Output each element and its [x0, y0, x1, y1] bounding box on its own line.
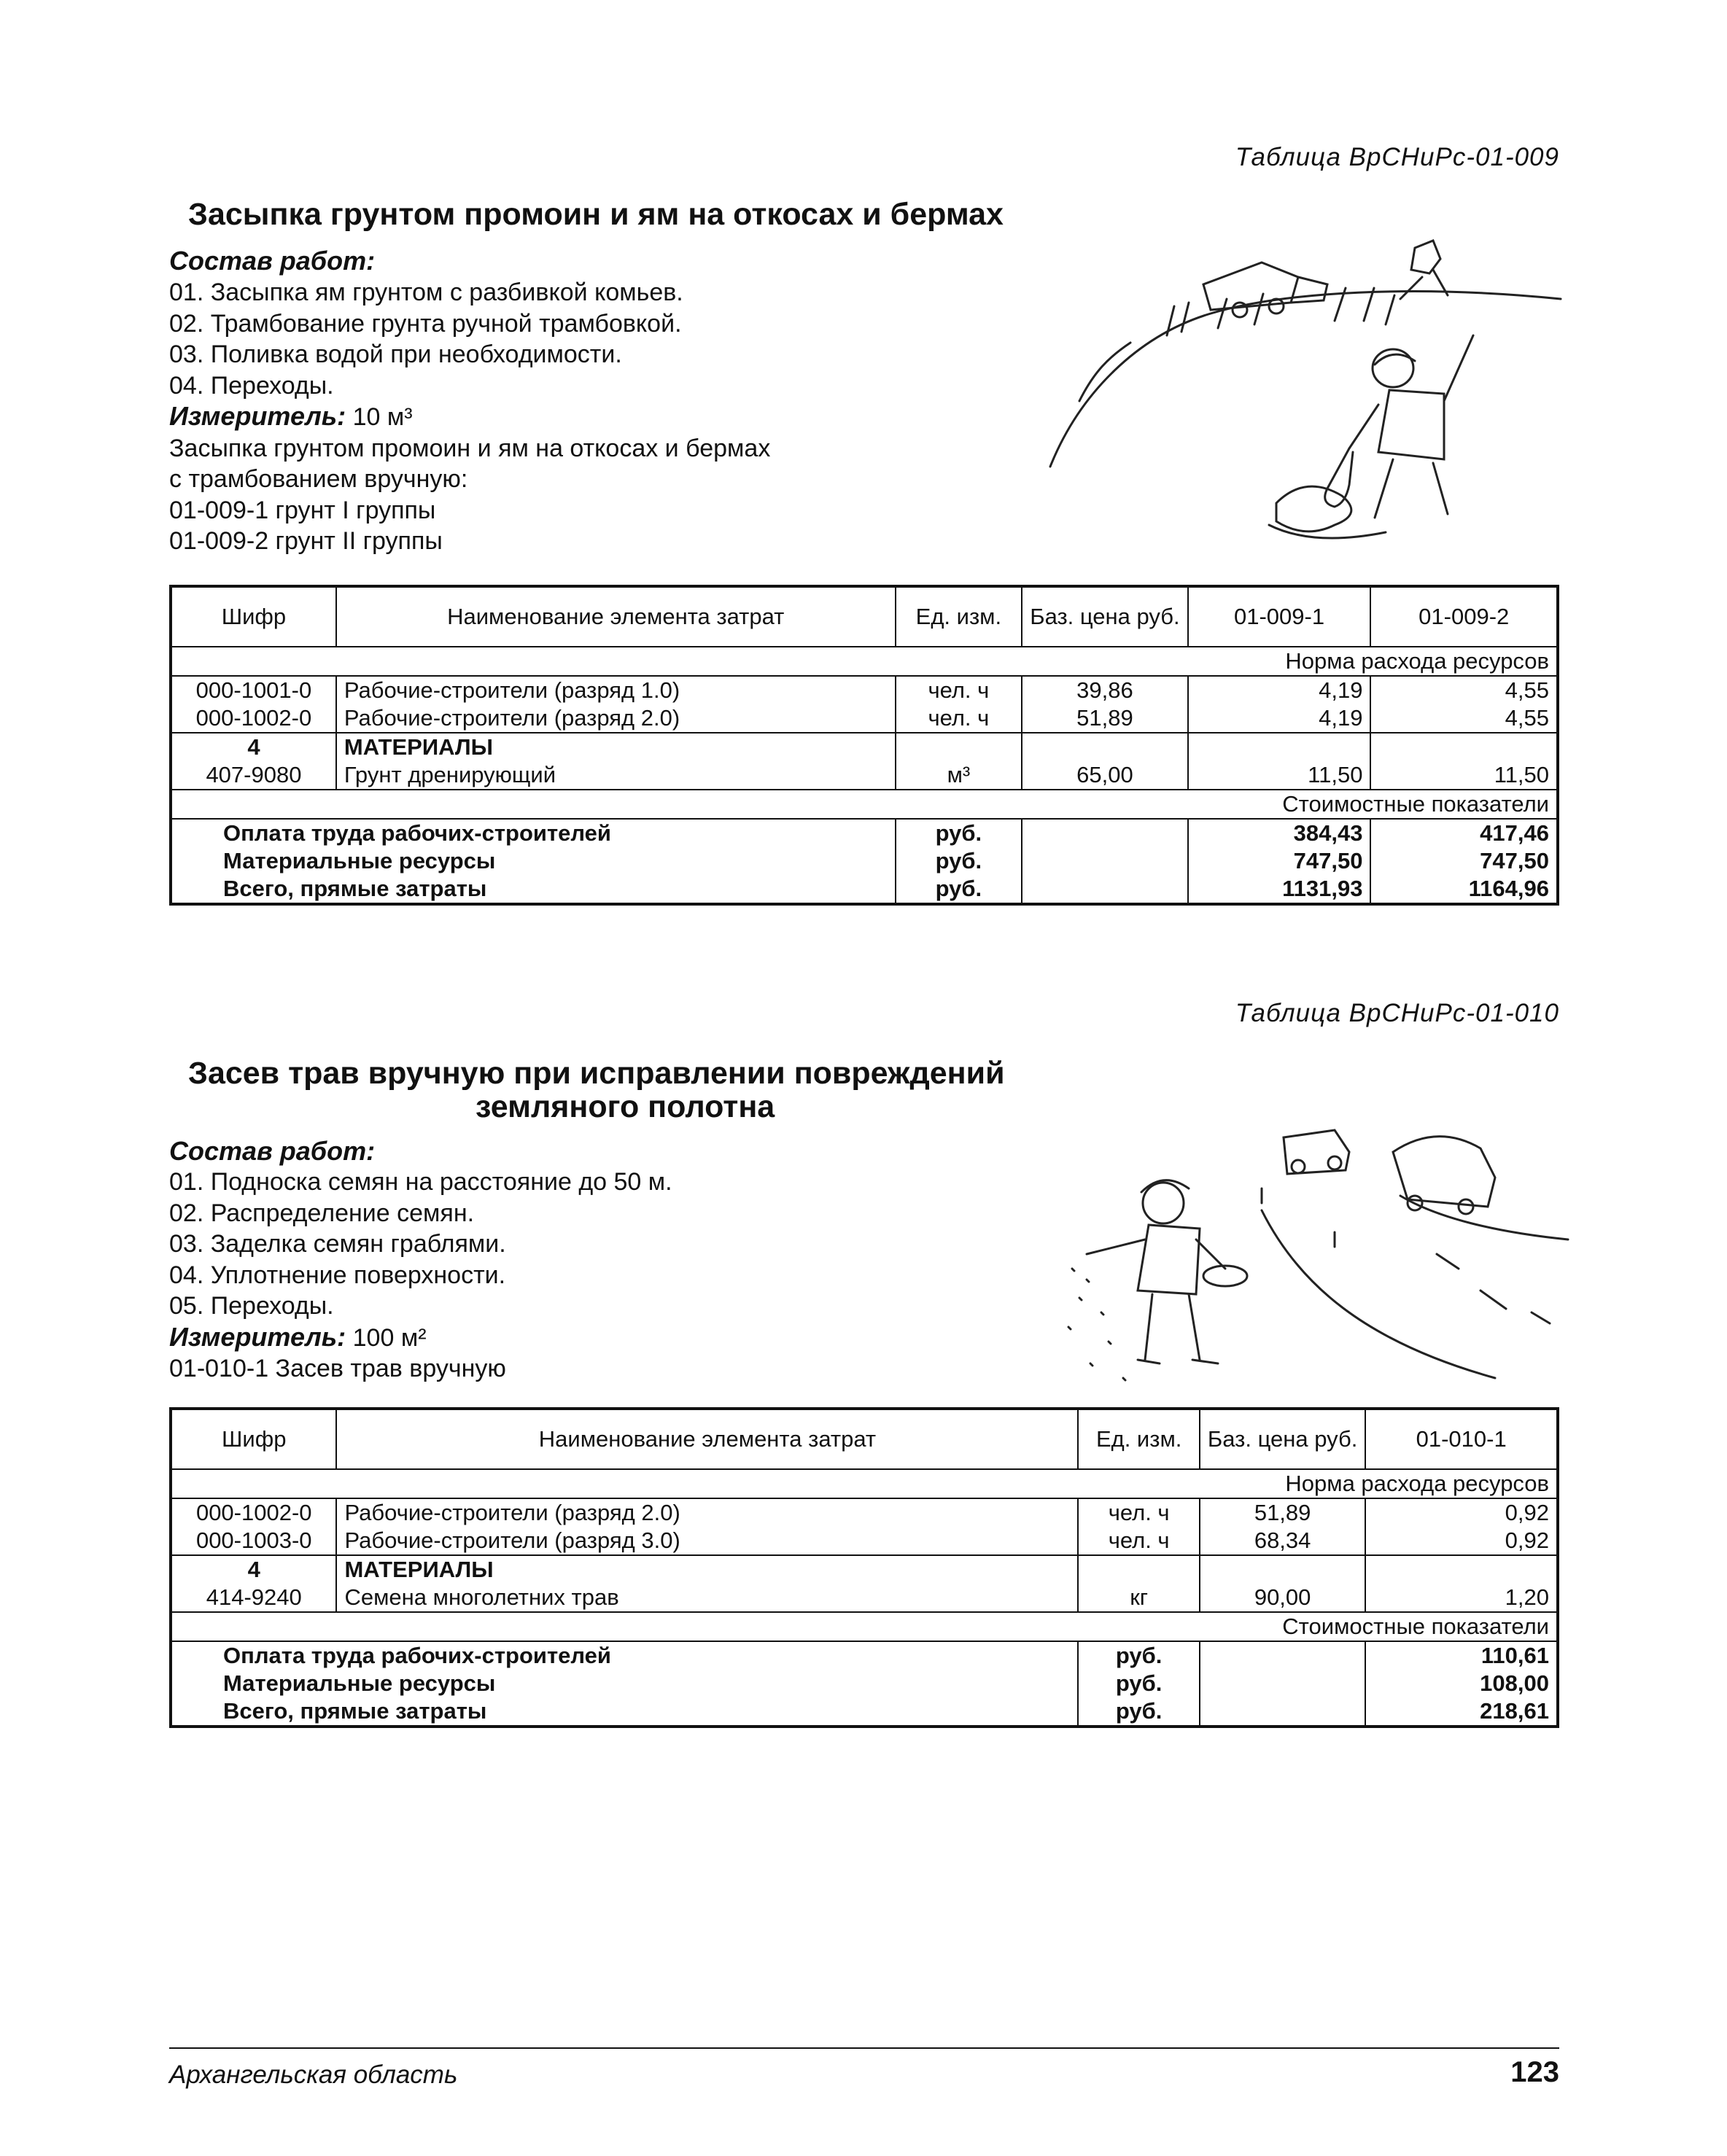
cell-price: 65,00	[1022, 761, 1187, 790]
cost-table	[169, 585, 1559, 906]
cell-price: 90,00	[1200, 1584, 1365, 1612]
cell-value: 218,61	[1365, 1697, 1558, 1727]
table-reference: Таблица ВрСНиРс-01-010	[1235, 999, 1559, 1027]
cell-value: 110,61	[1365, 1641, 1558, 1670]
cell-value: 1,20	[1365, 1584, 1558, 1612]
total-name: Оплата труда рабочих-строителей	[171, 1641, 1078, 1670]
total-row	[171, 1641, 1558, 1670]
cell-unit: руб.	[896, 847, 1022, 875]
section-title-line-2: земляного полотна	[476, 1089, 775, 1124]
table-row	[171, 704, 1558, 733]
column-header: 01-010-1	[1365, 1409, 1558, 1469]
footer-region: Архангельская область	[169, 2060, 458, 2089]
footer-rule	[169, 2047, 1559, 2049]
cell-value: 747,50	[1370, 847, 1558, 875]
total-row	[171, 875, 1558, 904]
cell-price: 51,89	[1200, 1498, 1365, 1527]
total-row	[171, 1670, 1558, 1697]
group-name: МАТЕРИАЛЫ	[336, 1555, 1078, 1584]
norm-label: Норма расхода ресурсов	[171, 647, 1558, 676]
work-steps	[169, 277, 770, 557]
section-row	[171, 1612, 1558, 1641]
cell-code: 000-1002-0	[171, 1498, 336, 1527]
cell-name: Рабочие-строители (разряд 3.0)	[336, 1527, 1078, 1555]
column-header: Шифр	[171, 586, 336, 647]
meter-value: 100 м²	[352, 1323, 427, 1352]
page-number: 123	[1510, 2056, 1559, 2088]
code-line: 01-010-1 Засев трав вручную	[169, 1355, 506, 1382]
section-row	[171, 647, 1558, 676]
worker-digging-slope-illustration	[1036, 219, 1575, 569]
group-row	[171, 1555, 1558, 1584]
meter	[169, 401, 770, 433]
work-step: 05. Переходы.	[169, 1292, 334, 1320]
work-step: 02. Трамбование грунта ручной трамбовкой.	[169, 309, 682, 338]
cell-unit: чел. ч	[896, 704, 1022, 733]
description-line: Засыпка грунтом промоин и ям на откосах и бермах	[169, 434, 771, 462]
work-step: 04. Уплотнение поверхности.	[169, 1261, 506, 1289]
cell-code: 414-9240	[171, 1584, 336, 1612]
meter-label: Измеритель:	[169, 1321, 346, 1352]
section-title: Засев трав вручную при исправлении повреждений	[188, 1056, 1005, 1091]
cell-value: 417,46	[1370, 819, 1558, 847]
column-header: 01-009-1	[1188, 586, 1371, 647]
table-row	[171, 1584, 1558, 1612]
cell-price: 51,89	[1022, 704, 1187, 733]
table-row	[171, 761, 1558, 790]
total-name: Всего, прямые затраты	[171, 875, 896, 904]
cell-unit: руб.	[1078, 1670, 1200, 1697]
total-name: Всего, прямые затраты	[171, 1697, 1078, 1727]
cost-table	[169, 1407, 1559, 1728]
work-step: 03. Заделка семян граблями.	[169, 1230, 506, 1258]
cell-name: Рабочие-строители (разряд 2.0)	[336, 1498, 1078, 1527]
group-code: 4	[171, 733, 336, 761]
work-steps	[169, 1167, 672, 1385]
cell-unit: руб.	[1078, 1641, 1200, 1670]
total-row	[171, 847, 1558, 875]
table-header-row	[171, 1409, 1558, 1469]
cell-value: 4,19	[1188, 676, 1371, 704]
total-name: Оплата труда рабочих-строителей	[171, 819, 896, 847]
description-line: с трамбованием вручную:	[169, 465, 468, 493]
cell-unit: руб.	[896, 875, 1022, 904]
column-header: 01-009-2	[1370, 586, 1558, 647]
cell-name: Грунт дренирующий	[336, 761, 896, 790]
column-header: Ед. изм.	[1078, 1409, 1200, 1469]
cell-unit: кг	[1078, 1584, 1200, 1612]
cell-value: 747,50	[1188, 847, 1371, 875]
table-reference: Таблица ВрСНиРс-01-009	[1235, 143, 1559, 171]
cell-value: 1164,96	[1370, 875, 1558, 904]
cell-value: 1131,93	[1188, 875, 1371, 904]
group-code: 4	[171, 1555, 336, 1584]
section-title: Засыпка грунтом промоин и ям на откосах и бермах	[188, 197, 1004, 232]
cell-code: 000-1002-0	[171, 704, 336, 733]
work-step: 01. Подноска семян на расстояние до 50 м.	[169, 1168, 672, 1196]
cell-value: 0,92	[1365, 1527, 1558, 1555]
cell-name: Семена многолетних трав	[336, 1584, 1078, 1612]
table-row	[171, 1527, 1558, 1555]
cost-label: Стоимостные показатели	[171, 1612, 1558, 1641]
cell-code: 000-1001-0	[171, 676, 336, 704]
column-header: Наименование элемента затрат	[336, 1409, 1078, 1469]
worker-sowing-roadside-illustration	[1057, 1123, 1575, 1407]
meter-value: 10 м³	[352, 403, 413, 431]
cost-label: Стоимостные показатели	[171, 790, 1558, 819]
section-row	[171, 790, 1558, 819]
column-header: Баз. цена руб.	[1022, 586, 1187, 647]
meter-label: Измеритель:	[169, 401, 346, 431]
cell-code: 000-1003-0	[171, 1527, 336, 1555]
work-step: 01. Засыпка ям грунтом с разбивкой комьев.	[169, 279, 683, 306]
total-name: Материальные ресурсы	[171, 847, 896, 875]
group-row	[171, 733, 1558, 761]
cell-code: 407-9080	[171, 761, 336, 790]
code-line: 01-009-1 грунт I группы	[169, 496, 436, 524]
cell-unit: чел. ч	[1078, 1527, 1200, 1555]
meter	[169, 1322, 672, 1354]
section-row	[171, 1469, 1558, 1498]
work-step: 04. Переходы.	[169, 371, 334, 400]
composition-label: Состав работ:	[169, 246, 376, 276]
cell-value: 108,00	[1365, 1670, 1558, 1697]
cell-price: 39,86	[1022, 676, 1187, 704]
table-row	[171, 676, 1558, 704]
cell-name: Рабочие-строители (разряд 1.0)	[336, 676, 896, 704]
cell-value: 0,92	[1365, 1498, 1558, 1527]
cell-unit: руб.	[1078, 1697, 1200, 1727]
cell-unit: чел. ч	[896, 676, 1022, 704]
cell-unit: руб.	[896, 819, 1022, 847]
cell-value: 384,43	[1188, 819, 1371, 847]
cell-name: Рабочие-строители (разряд 2.0)	[336, 704, 896, 733]
table-header-row	[171, 586, 1558, 647]
work-step: 03. Поливка водой при необходимости.	[169, 340, 622, 368]
column-header: Наименование элемента затрат	[336, 586, 896, 647]
table-row	[171, 1498, 1558, 1527]
cell-price: 68,34	[1200, 1527, 1365, 1555]
work-step: 02. Распределение семян.	[169, 1199, 475, 1227]
cell-value: 11,50	[1370, 761, 1558, 790]
norm-label: Норма расхода ресурсов	[171, 1469, 1558, 1498]
cell-value: 4,55	[1370, 676, 1558, 704]
cell-value: 4,19	[1188, 704, 1371, 733]
column-header: Шифр	[171, 1409, 336, 1469]
group-name: МАТЕРИАЛЫ	[336, 733, 896, 761]
total-row	[171, 1697, 1558, 1727]
composition-label: Состав работ:	[169, 1136, 376, 1166]
code-line: 01-009-2 грунт II группы	[169, 527, 443, 555]
cell-value: 4,55	[1370, 704, 1558, 733]
column-header: Ед. изм.	[896, 586, 1022, 647]
total-row	[171, 819, 1558, 847]
total-name: Материальные ресурсы	[171, 1670, 1078, 1697]
cell-value: 11,50	[1188, 761, 1371, 790]
cell-unit: чел. ч	[1078, 1498, 1200, 1527]
column-header: Баз. цена руб.	[1200, 1409, 1365, 1469]
cell-unit: м³	[896, 761, 1022, 790]
